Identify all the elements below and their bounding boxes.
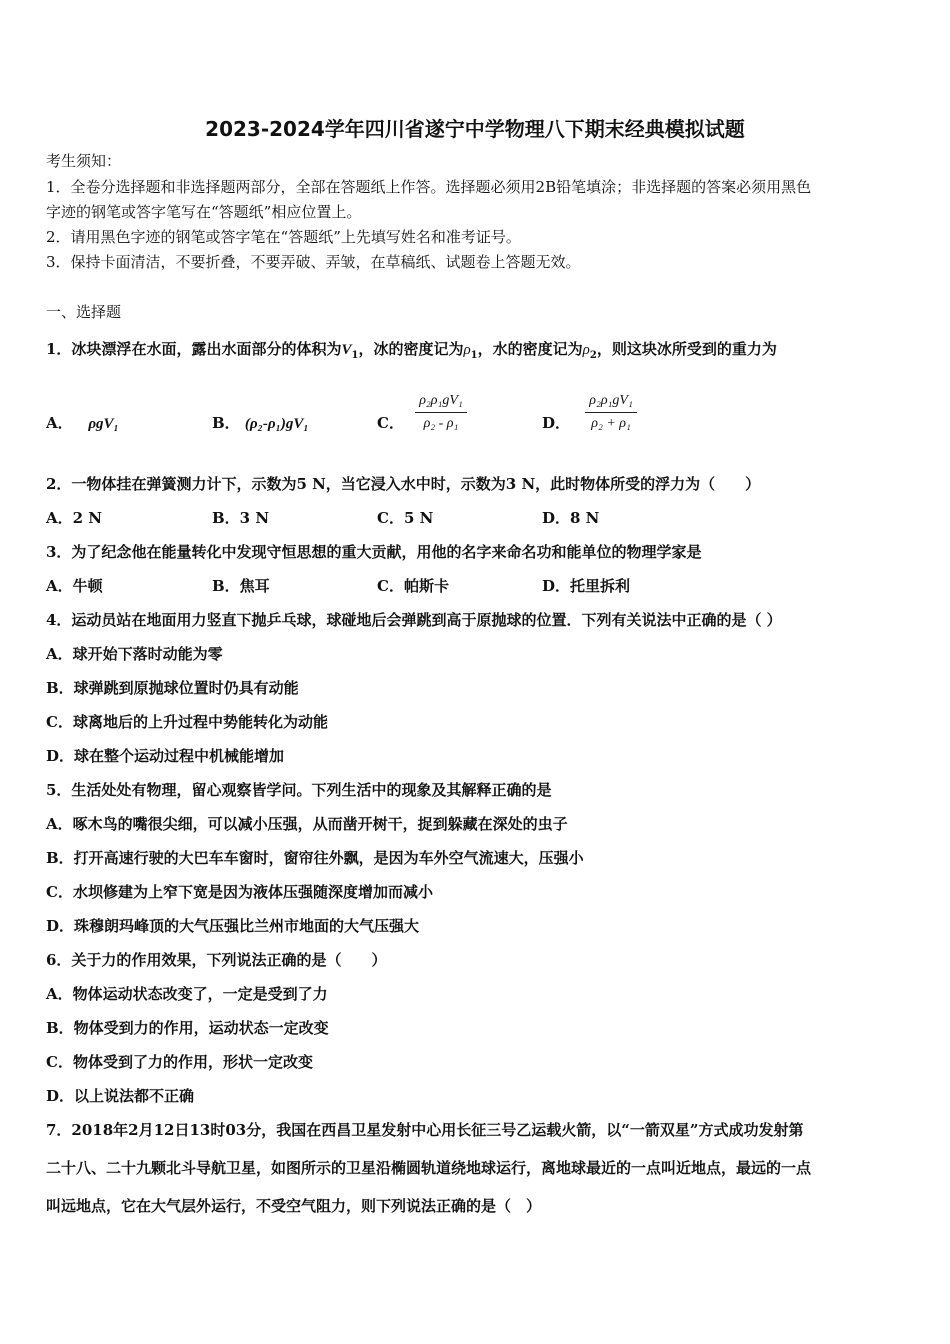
q3-option-d[interactable]: D．托里拆利 (542, 577, 631, 595)
notice-heading: 考生须知： (46, 152, 122, 170)
notice-line: 2．请用黑色字迹的钢笔或答字笔在“答题纸”上先填写姓名和准考证号。 (46, 228, 521, 246)
question-7-line: 7．2018年2月12日13时03分，我国在西昌卫星发射中心用长征三号乙运载火箭，以“一箭双星”方式成功发射第 (46, 1121, 804, 1139)
q5-option-a[interactable]: A．啄木鸟的嘴很尖细，可以减小压强，从而凿开树干，捉到躲藏在深处的虫子 (46, 815, 568, 833)
fraction-numerator: ρ₂ρ₁gV₁ (415, 391, 467, 413)
question-3-stem: 3．为了纪念他在能量转化中发现守恒思想的重大贡献，用他的名字来命名功和能单位的物理学家是 (46, 543, 702, 561)
q3-option-b[interactable]: B．焦耳 (212, 577, 270, 595)
q1-option-d[interactable]: D． $\frac{\text{ρ₂ρ₁gV₁}}{\text{ρ₂ + ρ₁}}$ (542, 391, 637, 434)
q1-option-c[interactable]: C． $\frac{\text{ρ₂ρ₁gV₁}}{\text{ρ₂ - ρ₁}}$ (377, 391, 467, 434)
q4-option-b[interactable]: B．球弹跳到原抛球位置时仍具有动能 (46, 679, 299, 697)
question-4-stem: 4．运动员站在地面用力竖直下抛乒乓球，球碰地后会弹跳到高于原抛球的位置．下列有关说法中正确的是（ ） (46, 611, 782, 629)
q6-option-c[interactable]: C．物体受到了力的作用，形状一定改变 (46, 1053, 313, 1071)
fraction-denominator: ρ₂ - ρ₁ (423, 416, 459, 431)
q3-option-c[interactable]: C．帕斯卡 (377, 577, 449, 595)
fraction-numerator: ρ₂ρ₁gV₁ (585, 391, 637, 413)
page-title: 2023-2024学年四川省遂宁中学物理八下期末经典模拟试题 (205, 117, 745, 141)
q1-option-b[interactable]: B． (ρ₂-ρ₁)gV₁ (212, 414, 309, 432)
section-heading: 一、选择题 (46, 303, 122, 321)
q1-option-a[interactable]: A． ρgV₁ (46, 414, 119, 432)
q2-option-b[interactable]: B．3 N (212, 509, 270, 527)
q4-option-c[interactable]: C．球离地后的上升过程中势能转化为动能 (46, 713, 328, 731)
q5-option-b[interactable]: B．打开高速行驶的大巴车车窗时，窗帘往外飘，是因为车外空气流速大，压强小 (46, 849, 584, 867)
question-2-stem: 2．一物体挂在弹簧测力计下，示数为5 N，当它浸入水中时，示数为3 N，此时物体所受的浮力为（ ） (46, 475, 761, 493)
q5-option-c[interactable]: C．水坝修建为上窄下宽是因为液体压强随深度增加而减小 (46, 883, 433, 901)
q3-option-a[interactable]: A．牛顿 (46, 577, 103, 595)
question-5-stem: 5．生活处处有物理，留心观察皆学问。下列生活中的现象及其解释正确的是 (46, 781, 552, 799)
q4-option-a[interactable]: A．球开始下落时动能为零 (46, 645, 223, 663)
q2-option-a[interactable]: A．2 N (46, 509, 103, 527)
q2-option-c[interactable]: C．5 N (377, 509, 434, 527)
q6-option-d[interactable]: D．以上说法都不正确 (46, 1087, 195, 1105)
fraction-denominator: ρ₂ + ρ₁ (591, 416, 631, 431)
question-6-stem: 6．关于力的作用效果，下列说法正确的是（ ） (46, 951, 387, 969)
notice-line: 字迹的钢笔或答字笔写在“答题纸”相应位置上。 (46, 203, 362, 221)
notice-line: 1．全卷分选择题和非选择题两部分，全部在答题纸上作答。选择题必须用2B铅笔填涂；非选择题的答案必须用黑色 (46, 178, 812, 196)
q2-option-d[interactable]: D．8 N (542, 509, 600, 527)
q4-option-d[interactable]: D．球在整个运动过程中机械能增加 (46, 747, 285, 765)
q5-option-d[interactable]: D．珠穆朗玛峰顶的大气压强比兰州市地面的大气压强大 (46, 917, 420, 935)
question-1-stem: 1．冰块漂浮在水面，露出水面部分的体积为$V_1$，冰的密度记为$\rho_1$，水的密度记为$\rho_2$，则这块冰所受到的重力为 (46, 340, 777, 361)
notice-line: 3．保持卡面清洁，不要折叠，不要弄破、弄皱，在草稿纸、试题卷上答题无效。 (46, 253, 581, 271)
q6-option-b[interactable]: B．物体受到力的作用，运动状态一定改变 (46, 1019, 329, 1037)
question-7-line: 二十八、二十九颗北斗导航卫星，如图所示的卫星沿椭圆轨道绕地球运行，离地球最近的一点叫近地点，最远的一点 (46, 1159, 812, 1177)
q6-option-a[interactable]: A．物体运动状态改变了，一定是受到了力 (46, 985, 328, 1003)
question-7-line: 叫远地点，它在大气层外运行，不受空气阻力，则下列说法正确的是（ ） (46, 1197, 542, 1215)
